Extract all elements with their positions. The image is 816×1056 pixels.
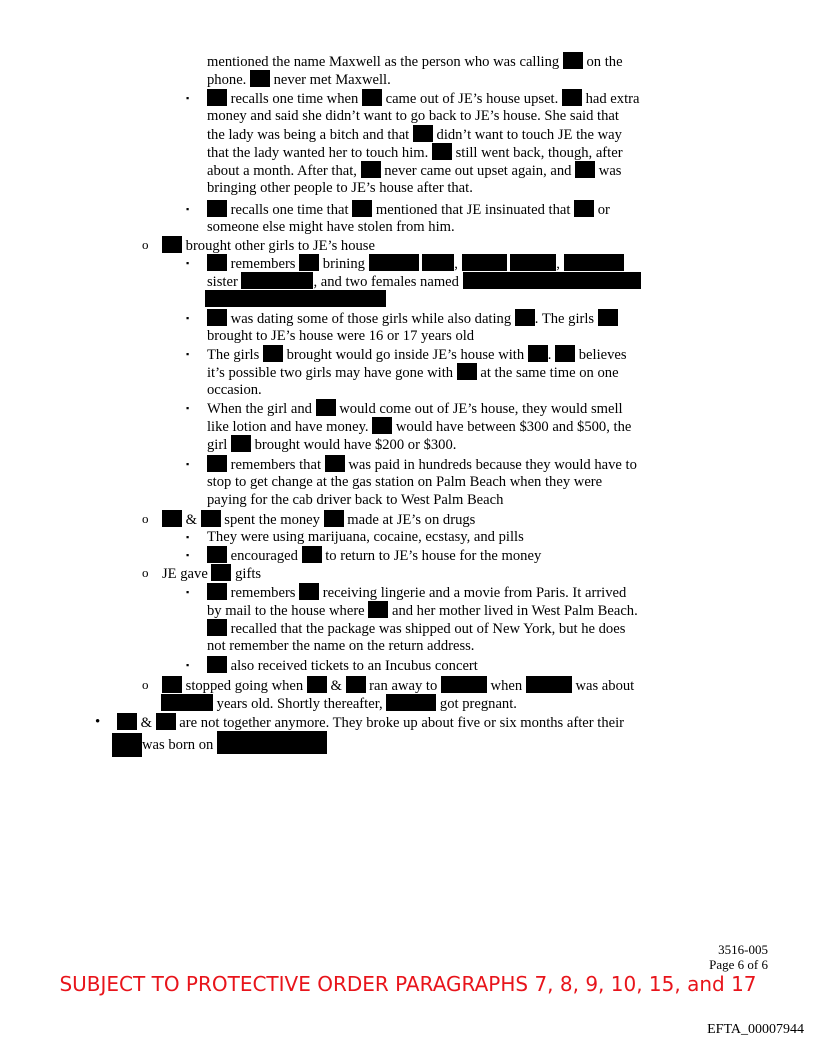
document-id: 3516-005 bbox=[718, 942, 768, 957]
text-line: paying for the cab driver back to West Palm Beach bbox=[207, 492, 504, 508]
redaction bbox=[413, 125, 433, 142]
redaction bbox=[211, 564, 231, 581]
redaction bbox=[156, 713, 176, 730]
redaction bbox=[207, 619, 227, 636]
redaction bbox=[201, 510, 221, 527]
square-bullet: ▪ bbox=[186, 550, 190, 560]
text-line: also received tickets to an Incubus concert bbox=[207, 656, 478, 675]
square-bullet: ▪ bbox=[186, 660, 190, 670]
square-bullet: ▪ bbox=[186, 459, 190, 469]
redaction bbox=[598, 309, 618, 326]
redaction bbox=[207, 546, 227, 563]
text-line: stopped going when & ran away to when was about bbox=[162, 676, 634, 695]
square-bullet: ▪ bbox=[186, 258, 190, 268]
text-line: stop to get change at the gas station on Palm Beach when they were bbox=[207, 474, 603, 490]
redaction bbox=[299, 583, 319, 600]
redaction bbox=[562, 89, 582, 106]
text-line: remembers that was paid in hundreds because they would have to bbox=[207, 455, 637, 474]
redaction bbox=[510, 254, 556, 271]
redaction bbox=[207, 200, 227, 217]
text-line: brought other girls to JE’s house bbox=[162, 236, 375, 255]
redaction bbox=[117, 713, 137, 730]
text-line: not remember the name on the return address. bbox=[207, 638, 475, 654]
redaction bbox=[162, 510, 182, 527]
redaction bbox=[457, 363, 477, 380]
redaction bbox=[161, 694, 213, 711]
redaction bbox=[207, 309, 227, 326]
text-line: remembers brining , , bbox=[207, 254, 624, 273]
text-line: girl brought would have $200 or $300. bbox=[207, 437, 457, 453]
redaction bbox=[263, 345, 283, 362]
protective-order-notice: SUBJECT TO PROTECTIVE ORDER PARAGRAPHS 7, 8, 9, 10, 15, and 17 bbox=[59, 972, 757, 996]
text-line: sister , and two females named bbox=[207, 272, 641, 291]
redaction bbox=[432, 143, 452, 160]
circle-bullet: o bbox=[142, 237, 149, 252]
text-line: about a month. After that, never came out upset again, and was bbox=[207, 163, 622, 179]
text-line: was dating some of those girls while also dating . The girls bbox=[207, 309, 618, 328]
square-bullet: ▪ bbox=[186, 313, 190, 323]
text-line: & are not together anymore. They broke up about five or six months after their bbox=[117, 713, 624, 732]
redaction bbox=[207, 455, 227, 472]
redaction bbox=[575, 161, 595, 178]
text-line: money and said she didn’t want to go back to JE’s house. She said that bbox=[207, 108, 619, 124]
redaction bbox=[422, 254, 454, 271]
text-line: & spent the money made at JE’s on drugs bbox=[162, 510, 475, 529]
text-line: that the lady wanted her to touch him. still went back, though, after bbox=[207, 145, 623, 161]
redaction bbox=[563, 52, 583, 69]
redaction bbox=[241, 272, 313, 289]
redaction bbox=[162, 676, 182, 693]
text-line: remembers receiving lingerie and a movie from Paris. It arrived bbox=[207, 583, 626, 602]
square-bullet: ▪ bbox=[186, 587, 190, 597]
text-line: JE gave gifts bbox=[162, 566, 262, 582]
document-reference bbox=[709, 942, 768, 972]
redaction bbox=[362, 89, 382, 106]
redaction bbox=[462, 254, 507, 271]
redaction bbox=[463, 272, 641, 289]
square-bullet: ▪ bbox=[186, 204, 190, 214]
text-line: encouraged to return to JE’s house for the money bbox=[207, 546, 541, 565]
text-line: recalls one time that mentioned that JE insinuated that or bbox=[207, 200, 610, 219]
redaction bbox=[325, 455, 345, 472]
redaction bbox=[528, 345, 548, 362]
redaction bbox=[207, 583, 227, 600]
text-line: years old. Shortly thereafter, got pregnant. bbox=[161, 694, 517, 713]
text-line: phone. never met Maxwell. bbox=[207, 72, 391, 88]
redaction bbox=[207, 254, 227, 271]
round-bullet: • bbox=[95, 714, 101, 730]
redaction bbox=[386, 694, 436, 711]
text-line: it’s possible two girls may have gone with at the same time on one bbox=[207, 365, 619, 381]
redaction bbox=[217, 731, 327, 754]
redaction bbox=[205, 290, 386, 307]
text-line: mentioned the name Maxwell as the person who was calling on the bbox=[207, 54, 623, 70]
redaction bbox=[361, 161, 381, 178]
circle-bullet: o bbox=[142, 511, 149, 526]
text-line bbox=[205, 290, 386, 309]
text-line: bringing other people to JE’s house after that. bbox=[207, 180, 473, 196]
text-line: by mail to the house where and her mother lived in West Palm Beach. bbox=[207, 603, 638, 619]
redaction bbox=[441, 676, 487, 693]
redaction bbox=[231, 435, 251, 452]
circle-bullet: o bbox=[142, 677, 149, 692]
redaction bbox=[555, 345, 575, 362]
redaction bbox=[302, 546, 322, 563]
text-line: The girls brought would go inside JE’s house with . believes bbox=[207, 347, 627, 363]
redaction bbox=[526, 676, 572, 693]
redaction bbox=[207, 656, 227, 673]
redaction bbox=[316, 399, 336, 416]
redaction bbox=[515, 309, 535, 326]
square-bullet: ▪ bbox=[186, 403, 190, 413]
redaction bbox=[368, 601, 388, 618]
page-number: Page 6 of 6 bbox=[709, 957, 768, 972]
redaction bbox=[574, 200, 594, 217]
redaction bbox=[564, 254, 624, 271]
text-line: the lady was being a bitch and that didn’t want to touch JE the way bbox=[207, 127, 622, 143]
redaction bbox=[307, 676, 327, 693]
redaction bbox=[369, 254, 419, 271]
text-line: was born on bbox=[112, 731, 327, 757]
text-line: brought to JE’s house were 16 or 17 years old bbox=[207, 328, 475, 344]
square-bullet: ▪ bbox=[186, 93, 190, 103]
text-line: When the girl and would come out of JE’s house, they would smell bbox=[207, 401, 623, 417]
bates-number: EFTA_00007944 bbox=[707, 1022, 804, 1037]
redaction bbox=[299, 254, 319, 271]
circle-bullet: o bbox=[142, 565, 149, 580]
redaction bbox=[250, 70, 270, 87]
redaction bbox=[346, 676, 366, 693]
square-bullet: ▪ bbox=[186, 349, 190, 359]
text-line: recalls one time when came out of JE’s house upset. had extra bbox=[207, 89, 639, 108]
redaction bbox=[372, 417, 392, 434]
redaction bbox=[324, 510, 344, 527]
text-line: recalled that the package was shipped out of New York, but he does bbox=[207, 619, 625, 638]
text-line: They were using marijuana, cocaine, ecstasy, and pills bbox=[207, 529, 524, 545]
text-line: occasion. bbox=[207, 382, 262, 398]
text-line: someone else might have stolen from him. bbox=[207, 219, 455, 235]
redaction bbox=[207, 89, 227, 106]
redaction bbox=[162, 236, 182, 253]
redaction bbox=[112, 733, 142, 757]
square-bullet: ▪ bbox=[186, 532, 190, 542]
redaction bbox=[352, 200, 372, 217]
text-line: like lotion and have money. would have between $300 and $500, the bbox=[207, 419, 632, 435]
